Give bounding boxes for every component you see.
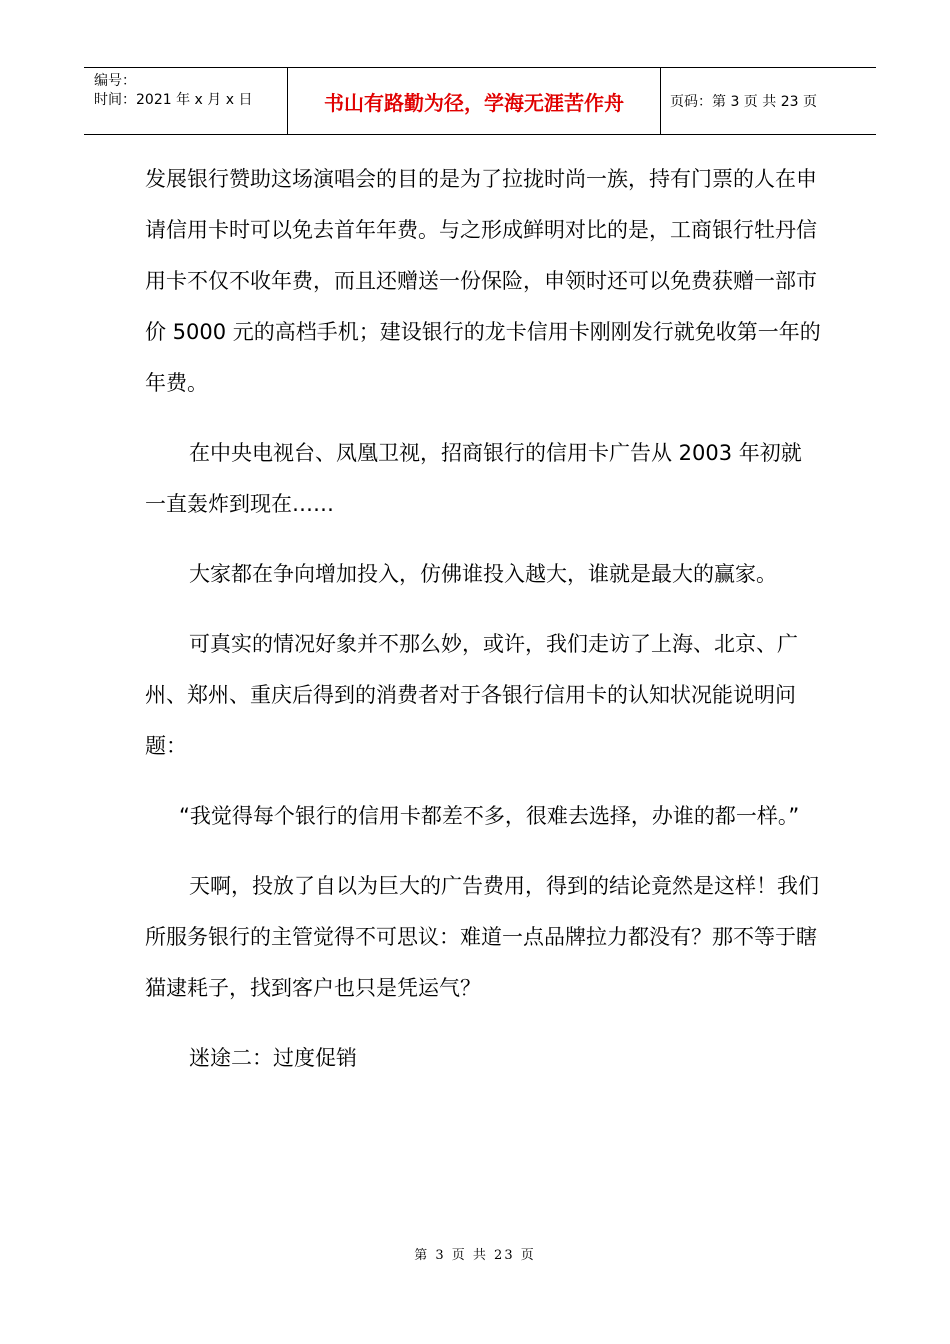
document-body bbox=[145, 154, 821, 1103]
header-motto: 书山有路勤为径，学海无涯苦作舟 bbox=[287, 68, 661, 134]
paragraph: 天啊，投放了自以为巨大的广告费用，得到的结论竟然是这样！我们所服务银行的主管觉得不可思议：难道一点品牌拉力都没有？那不等于瞎猫逮耗子，找到客户也只是凭运气？ bbox=[145, 874, 819, 1000]
paragraph: 发展银行赞助这场演唱会的目的是为了拉拢时尚一族，持有门票的人在申请信用卡时可以免去首年年费。与之形成鲜明对比的是，工商银行牡丹信用卡不仅不收年费，而且还赠送一份保险，申领时还可以免费获赠一部市价 5000 元的高档手机；建设银行的龙卡信用卡刚刚发行就免收第一年的年费。 bbox=[145, 167, 821, 395]
page-header bbox=[84, 67, 876, 135]
document-number-label: 编号： bbox=[94, 73, 136, 89]
page-footer: 第 3 页 共 23 页 bbox=[414, 1248, 536, 1263]
section-heading: 迷途二：过度促销 bbox=[189, 1046, 357, 1070]
header-page-number: 页码：第 3 页 共 23 页 bbox=[670, 94, 817, 110]
document-time-label: 时间：2021 年 x 月 x 日 bbox=[94, 92, 253, 108]
paragraph: 可真实的情况好象并不那么妙，或许，我们走访了上海、北京、广州、郑州、重庆后得到的消费者对于各银行信用卡的认知状况能说明问题： bbox=[145, 632, 798, 758]
quote-paragraph: “我觉得每个银行的信用卡都差不多，很难去选择，办谁的都一样。” bbox=[179, 804, 800, 828]
paragraph: 在中央电视台、凤凰卫视，招商银行的信用卡广告从 2003 年初就一直轰炸到现在…… bbox=[145, 441, 802, 516]
paragraph: 大家都在争向增加投入，仿佛谁投入越大，谁就是最大的赢家。 bbox=[189, 562, 777, 586]
header-meta bbox=[94, 72, 288, 110]
